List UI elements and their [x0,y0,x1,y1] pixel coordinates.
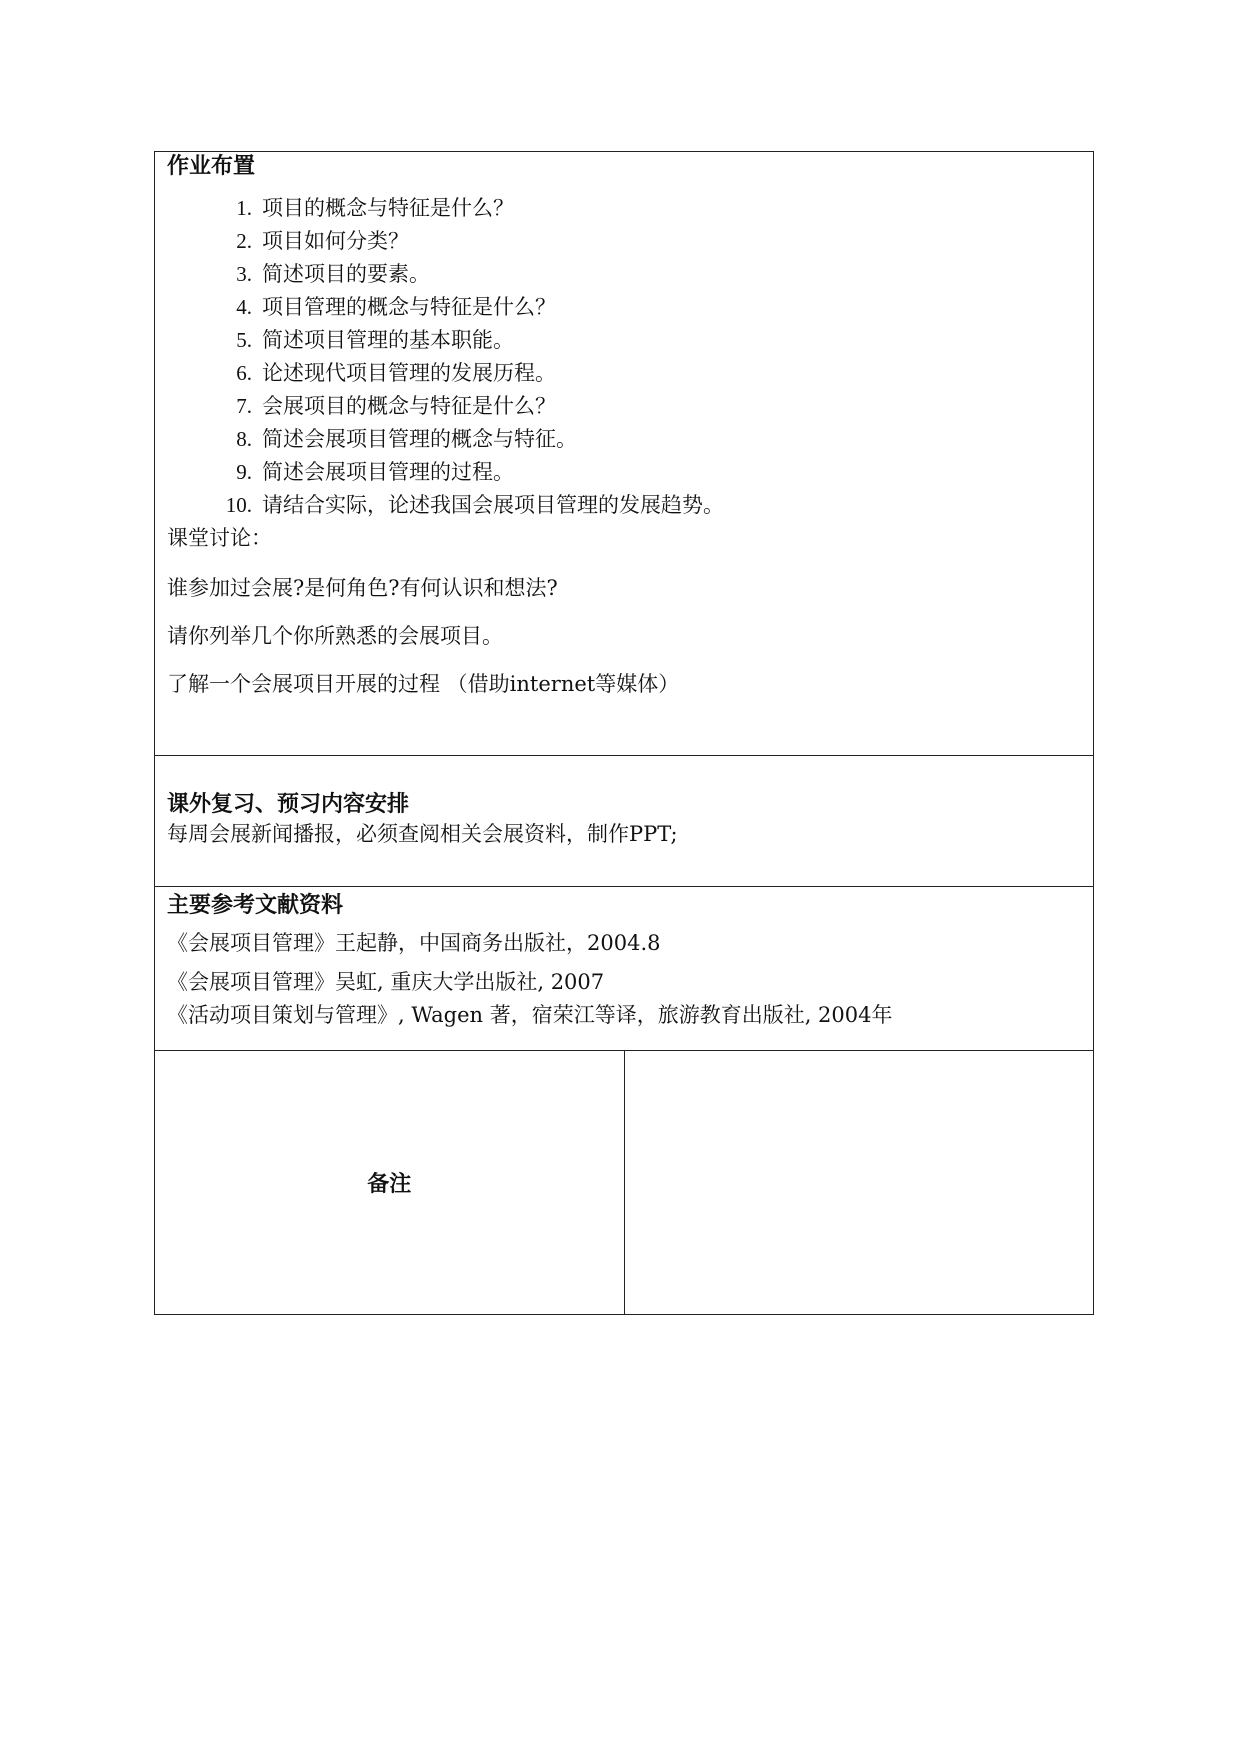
list-item: 6. 论述现代项目管理的发展历程。 [236,361,556,385]
references-row [155,887,1094,1051]
list-item: 7. 会展项目的概念与特征是什么？ [236,394,556,418]
discussion-label: 课堂讨论： [167,526,272,550]
list-item: 2. 项目如何分类？ [236,229,409,253]
list-item: 5. 简述项目管理的基本职能。 [236,328,514,352]
reference-item: 《会展项目管理》王起静，中国商务出版社，2004.8 [167,931,661,955]
notes-row [155,1051,1094,1315]
homework-cell [155,152,1094,756]
homework-title: 作业布置 [167,154,256,179]
reference-item: 《会展项目管理》吴虹, 重庆大学出版社, 2007 [167,970,605,994]
list-item: 10. 请结合实际，论述我国会展项目管理的发展趋势。 [225,493,724,517]
homework-row [155,152,1094,756]
homework-list [167,192,1081,522]
list-item: 8. 简述会展项目管理的概念与特征。 [236,427,577,451]
notes-label: 备注 [367,1172,412,1197]
discussion-item: 请你列举几个你所熟悉的会展项目。 [167,624,503,648]
notes-content-cell [624,1051,1094,1315]
review-title: 课外复习、预习内容安排 [167,792,410,817]
reference-item: 《活动项目策划与管理》, Wagen 著，宿荣江等译，旅游教育出版社, 2004年 [167,1003,893,1027]
discussion-item: 谁参加过会展?是何角色?有何认识和想法? [167,576,558,600]
review-row [155,756,1094,887]
references-cell [155,887,1094,1051]
lesson-plan-table [154,151,1094,1315]
list-item: 4. 项目管理的概念与特征是什么？ [236,295,556,319]
review-text: 每周会展新闻播报，必须查阅相关会展资料，制作PPT; [167,822,678,846]
review-cell [155,756,1094,887]
list-item: 3. 简述项目的要素。 [236,262,430,286]
notes-label-cell [155,1051,625,1315]
discussion-item: 了解一个会展项目开展的过程 （借助internet等媒体） [167,672,680,696]
references-title: 主要参考文献资料 [167,893,344,918]
list-item: 1. 项目的概念与特征是什么？ [236,196,514,220]
list-item: 9. 简述会展项目管理的过程。 [236,460,514,484]
